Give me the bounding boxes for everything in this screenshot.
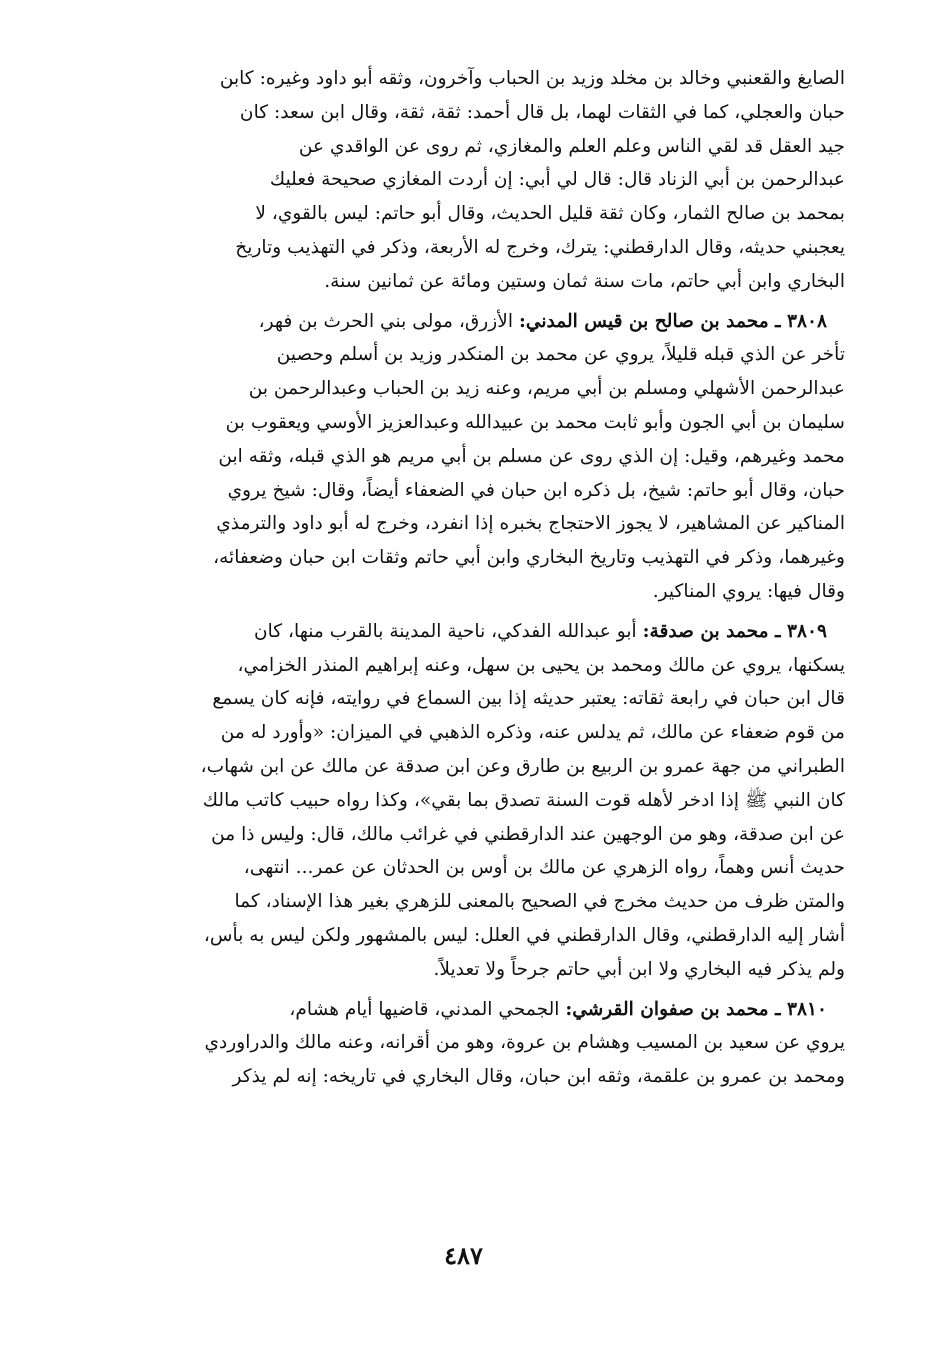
text-line: الصايغ والقعنبي وخالد بن مخلد وزيد بن الحباب وآخرون، وثقه أبو داود وغيره: كابن <box>219 68 845 89</box>
entry-heading: ٣٨١٠ ـ محمد بن صفوان القرشي: <box>565 998 827 1020</box>
text-line-rest: الأزرق، مولى بني الحرث بن فهر، <box>258 310 519 332</box>
text-line: يسكنها، يروي عن مالك ومحمد بن يحيى بن سهل، وعنه إبراهيم المنذر الخزامي، <box>237 654 845 676</box>
text-line: البخاري وابن أبي حاتم، مات سنة ثمان وستين ومائة عن ثمانين سنة. <box>324 270 845 292</box>
text-line: عن ابن صدقة، وهو من الوجهين عند الدارقطني في غرائب مالك، قال: وليس ذا من <box>211 823 845 845</box>
text-line: يعجبني حديثه، وقال الدارقطني: يترك، وخرج له الأربعة، وذكر في التهذيب وتاريخ <box>235 236 845 258</box>
text-line: ومحمد بن عمرو بن علقمة، وثقه ابن حبان، وقال البخاري في تاريخه: إنه لم يذكر <box>232 1066 845 1088</box>
entry-heading: ٣٨٠٩ ـ محمد بن صدقة: <box>642 620 827 642</box>
text-line: والمتن ظرف من حديث مخرج في الصحيح بالمعنى للزهري بغير هذا الإسناد، كما <box>234 891 845 913</box>
text-line <box>98 993 845 1027</box>
text-line: وغيرهما، وذكر في التهذيب وتاريخ البخاري وابن أبي حاتم وثقات ابن حبان وضعفائه، <box>213 547 845 569</box>
text-line: الطبراني من جهة عمرو بن الربيع بن طارق وعن ابن صدقة عن مالك عن ابن شهاب، <box>200 755 845 777</box>
text-line <box>98 615 845 649</box>
entry-3810 <box>98 993 845 1094</box>
text-line <box>98 305 845 339</box>
text-line: تأخر عن الذي قبله قليلاً، يروي عن محمد بن المنكدر وزيد بن أسلم وحصين <box>276 344 845 366</box>
text-line: المناكير عن المشاهير، لا يجوز الاحتجاج بخبره إذا انفرد، وخرج له أبو داود والترمذي <box>216 513 845 535</box>
text-line: عبدالرحمن الأشهلي ومسلم بن أبي مريم، وعنه زيد بن الحباب وعبدالرحمن بن <box>248 378 845 400</box>
text-line: حبان، وقال أبو حاتم: شيخ، بل ذكره ابن حبان في الضعفاء أيضاً، وقال: شيخ يروي <box>227 479 845 501</box>
text-line: من قوم ضعفاء عن مالك، ثم يدلس عنه، وذكره الذهبي في الميزان: «وأورد له من <box>220 722 845 744</box>
text-line: سليمان بن أبي الجون وأبو ثابت محمد بن عبيدالله وعبدالعزيز الأوسي ويعقوب بن <box>225 411 845 433</box>
text-line: عبدالرحمن بن أبي الزناد قال: قال لي أبي: إن أردت المغازي صحيحة فعليك <box>269 169 845 191</box>
entry-3808 <box>98 305 845 609</box>
text-line: محمد وغيرهم، وقيل: إن الذي روى عن مسلم بن أبي مريم هو الذي قبله، وثقه ابن <box>218 445 845 467</box>
text-line: وقال فيها: يروي المناكير. <box>652 580 845 602</box>
text-line: يروي عن سعيد بن المسيب وهشام بن عروة، وهو من أقرانه، وعنه مالك والدراوردي <box>204 1032 845 1054</box>
text-body <box>98 62 845 1100</box>
text-line: حديث أنس وهماً، رواه الزهري عن مالك بن أوس بن الحدثان عن عمر... انتهى، <box>243 857 845 879</box>
text-line: حبان والعجلي، كما في الثقات لهما، بل قال أحمد: ثقة، ثقة، وقال ابن سعد: كان <box>239 101 845 123</box>
entry-heading: ٣٨٠٨ ـ محمد بن صالح بن قيس المدني: <box>518 310 827 332</box>
entry-3809 <box>98 615 845 987</box>
text-line: أشار إليه الدارقطني، وقال الدارقطني في العلل: ليس بالمشهور ولكن ليس به بأس، <box>203 924 845 946</box>
page-number: ٤٨٧ <box>444 1241 483 1270</box>
text-line-rest: أبو عبدالله الفدكي، ناحية المدينة بالقرب منها، كان <box>253 620 643 642</box>
text-line: ولم يذكر فيه البخاري ولا ابن أبي حاتم جرحاً ولا تعديلاً. <box>433 958 845 980</box>
text-line: كان النبي ﷺ إذا ادخر لأهله قوت السنة تصدق بما بقي»، وكذا رواه حبيب كاتب مالك <box>202 789 845 811</box>
text-line: بمحمد بن صالح الثمار، وكان ثقة قليل الحديث، وقال أبو حاتم: ليس بالقوي، لا <box>255 203 845 225</box>
text-line: قال ابن حبان في رابعة ثقاته: يعتبر حديثه إذا بين السماع في روايته، فإنه كان يسمع <box>212 688 845 710</box>
text-line: جيد العقل قد لقي الناس وعلم العلم والمغازي، ثم روى عن الواقدي عن <box>298 135 845 157</box>
paragraph-continuation <box>98 62 845 299</box>
text-line-rest: الجمحي المدني، قاضيها أيام هشام، <box>289 998 566 1020</box>
